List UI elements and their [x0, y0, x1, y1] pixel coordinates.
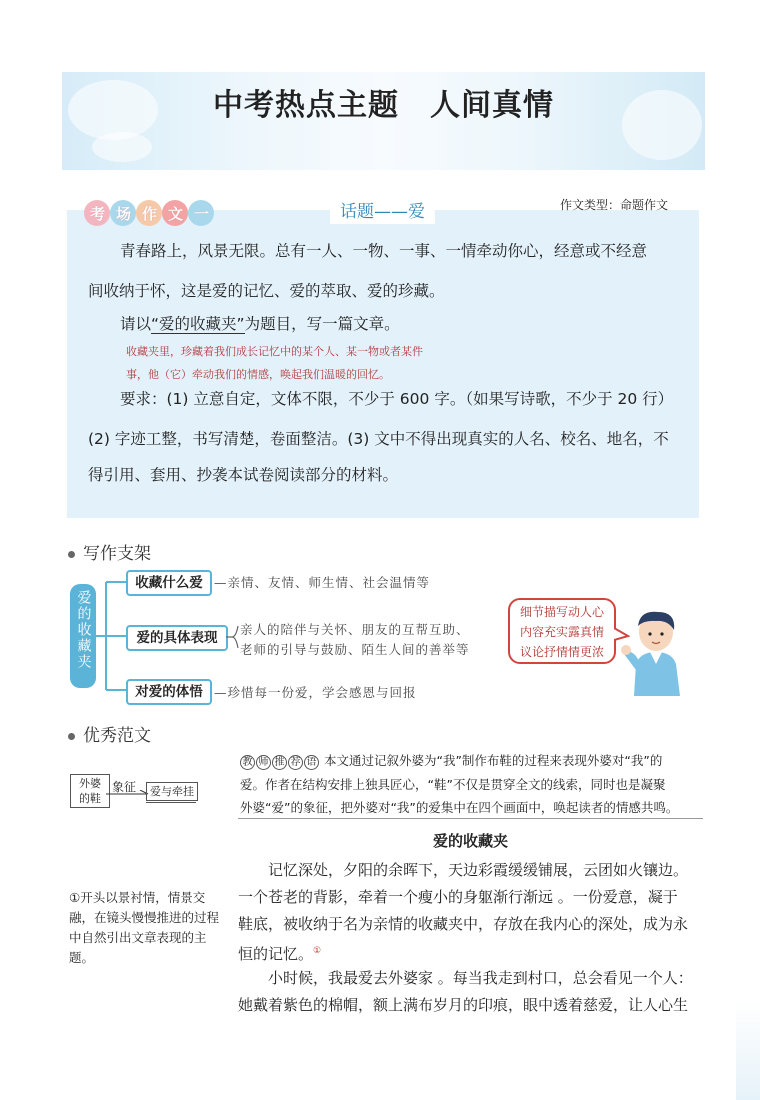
prompt-note-line2: 事，他（它）牵动我们的情感，唤起我们温暖的回忆。 [126, 368, 390, 381]
badge-3: 推 [272, 755, 287, 770]
exam-intro-line2: 间收纳于怀，这是爱的记忆、爱的萃取、爱的珍藏。 [88, 282, 445, 300]
framework-heading-label: 写作支架 [83, 544, 151, 564]
prompt-title: “爱的收藏夹” [151, 315, 245, 333]
badge-1: 教 [240, 755, 255, 770]
mindmap-root [70, 584, 96, 688]
tip-1: 细节描写动人心 [519, 605, 604, 619]
essay-paragraph-1 [238, 857, 708, 968]
para2-line1: 小时候，我最爱去外婆家 。每当我走到村口，总会看见一个人： [268, 969, 693, 987]
para1-line3: 鞋底，被收纳于名为亲情的收藏夹中，存放在我内心的深处，成为永 [238, 915, 689, 933]
teacher-comment-line1 [240, 750, 710, 772]
mindmap-leaf-expression-2: 老师的引导与鼓励、陌生人间的善举等 [240, 642, 470, 657]
sample-heading-label: 优秀范文 [83, 726, 151, 746]
mindmap-leaf-what: —亲情、友情、师生情、社会温情等 [214, 575, 431, 590]
bullet-icon [68, 551, 75, 558]
para1-line2: 一个苍老的背影，牵着一个瘦小的身躯渐行渐远 。一份爱意，凝于 [238, 888, 678, 906]
annotation-marker-1: ① [313, 946, 322, 956]
teacher-comment-line2: 爱。作者在结构安排上独具匠心，“鞋”不仅是贯穿全文的线索，同时也是凝聚 [240, 777, 666, 792]
exam-section-tag [84, 200, 220, 226]
prompt-prefix: 请以 [120, 315, 152, 333]
para1-line4-text: 恒的记忆。 [238, 945, 314, 963]
essay-title: 爱的收藏夹 [432, 832, 508, 850]
mindmap-branch-what: 收藏什么爱 [126, 570, 212, 596]
teacher-comment-line3: 外婆“爱”的象征，把外婆对“我”的爱集中在四个画面中，唤起读者的情感共鸣。 [240, 800, 679, 815]
framework-heading [68, 539, 151, 564]
tip-3: 议论抒情情更浓 [519, 645, 604, 659]
comment-text-1: 本文通过记叙外婆为“我”制作布鞋的过程来表现外婆对“我”的 [323, 753, 663, 768]
student-illustration-icon [620, 608, 688, 696]
para1-line4 [238, 938, 708, 968]
side-annotation: ①开头以景衬情，情景交融，在镜头慢慢推进的过程中自然引出文章表现的主题。 [69, 890, 220, 965]
exam-intro-line1: 青春路上，风景无限。总有一人、一物、一事、一情牵动你心，经意或不经意 [120, 242, 648, 260]
requirements-line2: (2) 字迹工整，书写清楚，卷面整洁。(3) 文中不得出现真实的人名、校名、地名，不 [88, 430, 669, 448]
topic-label: 话题——爱 [330, 200, 435, 224]
essay-paragraph-2 [238, 965, 708, 1019]
mindmap-leaf-insight: —珍惜每一份爱，学会感恩与回报 [214, 685, 417, 700]
mindmap-leaf-expression-1: 亲人的陪伴与关怀、朋友的互帮互助、 [240, 622, 470, 637]
diagram-symbol-label: 象征 [112, 780, 137, 794]
badge-4: 荐 [288, 755, 303, 770]
requirements-line1: 要求：(1) 立意自定，文体不限，不少于 600 字。（如果写诗歌，不少于 20 行） [120, 390, 674, 408]
page-corner-decoration [736, 1000, 760, 1100]
para2-line2: 她戴着紫色的棉帽，额上满布岁月的印痕，眼中透着慈爱，让人心生 [238, 996, 689, 1014]
badge-5: 语 [304, 755, 319, 770]
badge-2: 师 [256, 755, 271, 770]
mindmap-root-label: 爱的收藏夹 [75, 590, 92, 670]
essay-type: 作文类型：命题作文 [560, 198, 669, 212]
tips-bubble [508, 598, 616, 664]
diagram-underline [146, 802, 196, 803]
page-title: 中考热点主题 人间真情 [213, 88, 554, 123]
exam-tag-label: 考场作文一 [90, 205, 221, 223]
exam-prompt-line [88, 314, 688, 334]
mindmap-branch-insight: 对爱的体悟 [126, 679, 212, 705]
diagram-love-box: 爱与牵挂 [146, 782, 198, 801]
tip-2: 内容充实露真情 [519, 625, 604, 639]
sample-heading [68, 721, 151, 746]
prompt-note-line1: 收藏夹里，珍藏着我们成长记忆中的某个人、某一物或者某件 [126, 345, 423, 358]
para1-line1: 记忆深处，夕阳的余晖下，天边彩霞缓缓铺展，云团如火镶边。 [268, 861, 689, 879]
mindmap-branch-expression: 爱的具体表现 [126, 625, 228, 651]
diagram-shoe-box: 外婆的鞋 [70, 774, 110, 808]
requirements-line3: 得引用、套用、抄袭本试卷阅读部分的材料。 [88, 466, 399, 484]
bullet-icon [68, 733, 75, 740]
prompt-suffix: 为题目，写一篇文章。 [244, 315, 400, 333]
